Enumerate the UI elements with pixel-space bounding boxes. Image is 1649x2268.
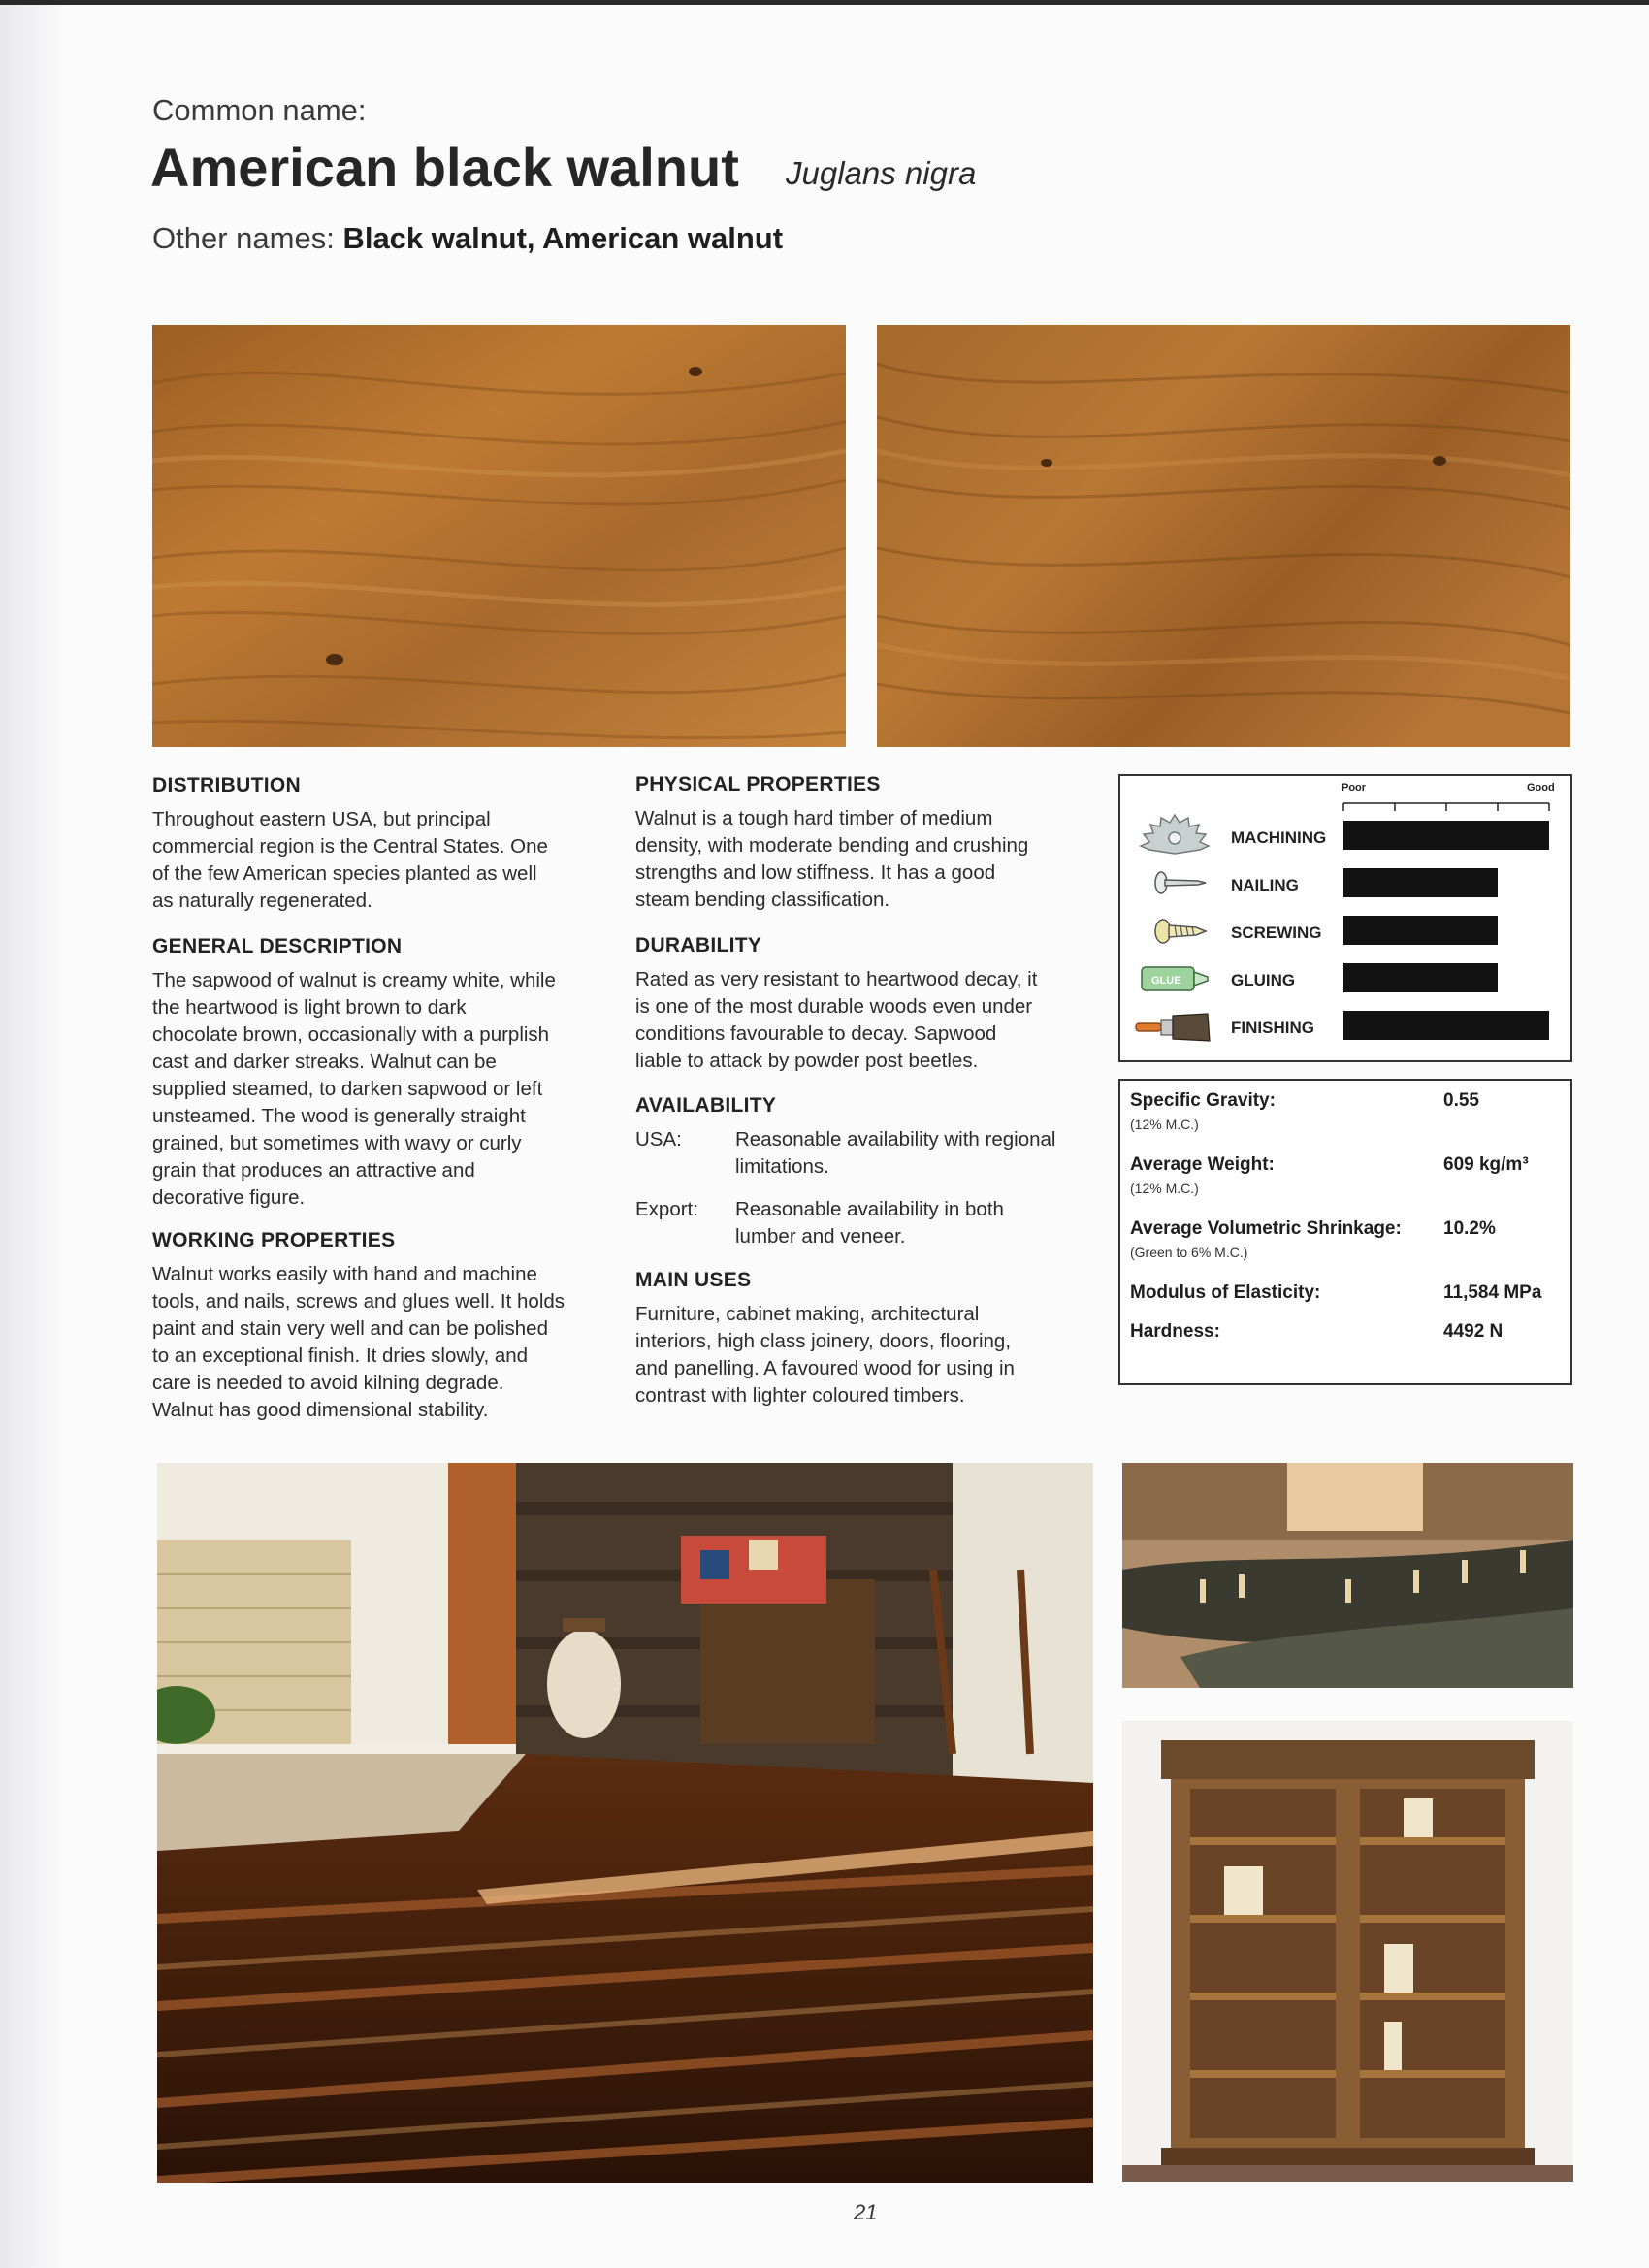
hardness-value: 4492 N	[1443, 1321, 1504, 1342]
text-line: grained, but sometimes with wavy or curly	[152, 1132, 522, 1154]
text-line: grain that produces an attractive and	[152, 1159, 475, 1182]
text-line: interiors, high class joinery, doors, flooring,	[635, 1330, 1012, 1352]
screw-icon	[1151, 916, 1210, 947]
shrinkage-note: (Green to 6% M.C.)	[1130, 1245, 1248, 1260]
nail-icon	[1151, 868, 1210, 897]
screwing-label: SCREWING	[1231, 923, 1322, 942]
specific-gravity-note: (12% M.C.)	[1130, 1117, 1199, 1132]
text-line: liable to attack by powder post beetles.	[635, 1050, 979, 1072]
finishing-rating-bar	[1343, 1011, 1549, 1040]
physical-properties-heading: PHYSICAL PROPERTIES	[635, 773, 881, 795]
text-line: lumber and veneer.	[735, 1225, 906, 1247]
specific-gravity-value: 0.55	[1443, 1090, 1479, 1111]
physical-properties-text	[635, 805, 1096, 914]
availability-export-label: Export:	[635, 1198, 698, 1220]
walnut-floor-interior-photo	[157, 1463, 1093, 2183]
glue-label: GLUE	[1151, 975, 1181, 987]
modulus-label: Modulus of Elasticity:	[1130, 1282, 1321, 1303]
saw-blade-icon	[1134, 813, 1215, 856]
machining-rating-bar	[1343, 821, 1549, 850]
text-line: Walnut works easily with hand and machine	[152, 1263, 537, 1285]
text-line: and panelling. A favoured wood for using in	[635, 1357, 1015, 1379]
main-uses-heading: MAIN USES	[635, 1269, 752, 1291]
machining-label: MACHINING	[1231, 828, 1327, 847]
text-line: Furniture, cabinet making, architectural	[635, 1303, 980, 1325]
text-line: Throughout eastern USA, but principal	[152, 808, 491, 830]
text-line: cast and darker streaks. Walnut can be	[152, 1051, 497, 1073]
text-line: commercial region is the Central States. One	[152, 835, 548, 858]
average-weight-value: 609 kg/m³	[1443, 1154, 1529, 1175]
text-line: tools, and nails, screws and glues well. It holds	[152, 1290, 566, 1312]
text-line: Reasonable availability with regional	[735, 1128, 1056, 1150]
technical-properties-box	[1118, 1079, 1572, 1385]
shrinkage-value: 10.2%	[1443, 1218, 1496, 1239]
durability-heading: DURABILITY	[635, 934, 762, 956]
poor-label: Poor	[1342, 782, 1367, 794]
text-line: supplied steamed, to darken sapwood or left	[152, 1078, 543, 1100]
availability-export-text	[735, 1196, 1104, 1250]
wood-sample-photo-1	[152, 325, 846, 747]
text-line: limitations.	[735, 1155, 829, 1178]
glue-bottle-icon	[1138, 961, 1215, 996]
finishing-label: FINISHING	[1231, 1019, 1314, 1037]
top-edge	[0, 0, 1649, 5]
text-line: Rated as very resistant to heartwood decay, it	[635, 968, 1038, 990]
availability-usa-text	[735, 1126, 1104, 1181]
text-line: to an exceptional finish. It dries slowly, and	[152, 1345, 529, 1367]
shrinkage-label: Average Volumetric Shrinkage:	[1130, 1218, 1402, 1239]
availability-usa-label: USA:	[635, 1128, 682, 1150]
nailing-rating-bar	[1343, 868, 1498, 897]
durability-text	[635, 966, 1096, 1075]
other-names-value: Black walnut, American walnut	[342, 221, 784, 255]
working-properties-heading: WORKING PROPERTIES	[152, 1229, 396, 1251]
availability-heading: AVAILABILITY	[635, 1094, 777, 1117]
other-names-label: Other names:	[152, 221, 335, 255]
text-line: steam bending classification.	[635, 889, 890, 911]
gluing-rating-bar	[1343, 963, 1498, 992]
main-uses-text	[635, 1301, 1101, 1409]
text-line: contrast with lighter coloured timbers.	[635, 1384, 965, 1407]
gluing-label: GLUING	[1231, 971, 1296, 989]
text-line: Walnut is a tough hard timber of medium	[635, 807, 993, 829]
text-line: density, with moderate bending and crushing	[635, 834, 1029, 857]
text-line: unsteamed. The wood is generally straight	[152, 1105, 526, 1127]
hardness-label: Hardness:	[1130, 1321, 1220, 1342]
latin-name: Juglans nigra	[786, 155, 977, 191]
common-name-label: Common name:	[152, 93, 367, 127]
working-properties-text	[152, 1261, 608, 1424]
text-line: conditions favourable to decay. Sapwood	[635, 1022, 997, 1045]
text-line: decorative figure.	[152, 1186, 306, 1209]
screwing-rating-bar	[1343, 916, 1498, 945]
text-line: The sapwood of walnut is creamy white, while	[152, 969, 556, 991]
specific-gravity-label: Specific Gravity:	[1130, 1090, 1276, 1111]
wood-sample-photo-2	[877, 325, 1570, 747]
distribution-text	[152, 806, 608, 915]
nailing-label: NAILING	[1231, 876, 1299, 894]
text-line: strengths and low stiffness. It has a good	[635, 861, 996, 884]
species-name: American black walnut	[150, 137, 739, 198]
other-names	[152, 221, 783, 256]
general-description-text	[152, 967, 608, 1212]
page-number: 21	[854, 2200, 878, 2224]
page-gutter	[0, 0, 68, 2268]
general-description-heading: GENERAL DESCRIPTION	[152, 935, 403, 957]
text-line: the heartwood is light brown to dark	[152, 996, 467, 1019]
text-line: paint and stain very well and can be polished	[152, 1317, 548, 1340]
text-line: Walnut has good dimensional stability.	[152, 1399, 489, 1421]
text-line: of the few American species planted as well	[152, 862, 537, 885]
paintbrush-icon	[1134, 1010, 1215, 1045]
text-line: is one of the most durable woods even under	[635, 995, 1033, 1018]
text-line: Reasonable availability in both	[735, 1198, 1004, 1220]
text-line: care is needed to avoid kilning degrade.	[152, 1372, 504, 1394]
distribution-heading: DISTRIBUTION	[152, 774, 301, 796]
walnut-bookcase-photo	[1122, 1721, 1573, 2182]
good-label: Good	[1527, 782, 1555, 794]
average-weight-label: Average Weight:	[1130, 1154, 1275, 1175]
curved-joinery-photo	[1122, 1463, 1573, 1688]
text-line: as naturally regenerated.	[152, 890, 372, 912]
working-ratings-box	[1118, 774, 1572, 1062]
modulus-value: 11,584 MPa	[1443, 1282, 1542, 1303]
text-line: chocolate brown, occasionally with a purplish	[152, 1023, 550, 1046]
average-weight-note: (12% M.C.)	[1130, 1181, 1199, 1196]
